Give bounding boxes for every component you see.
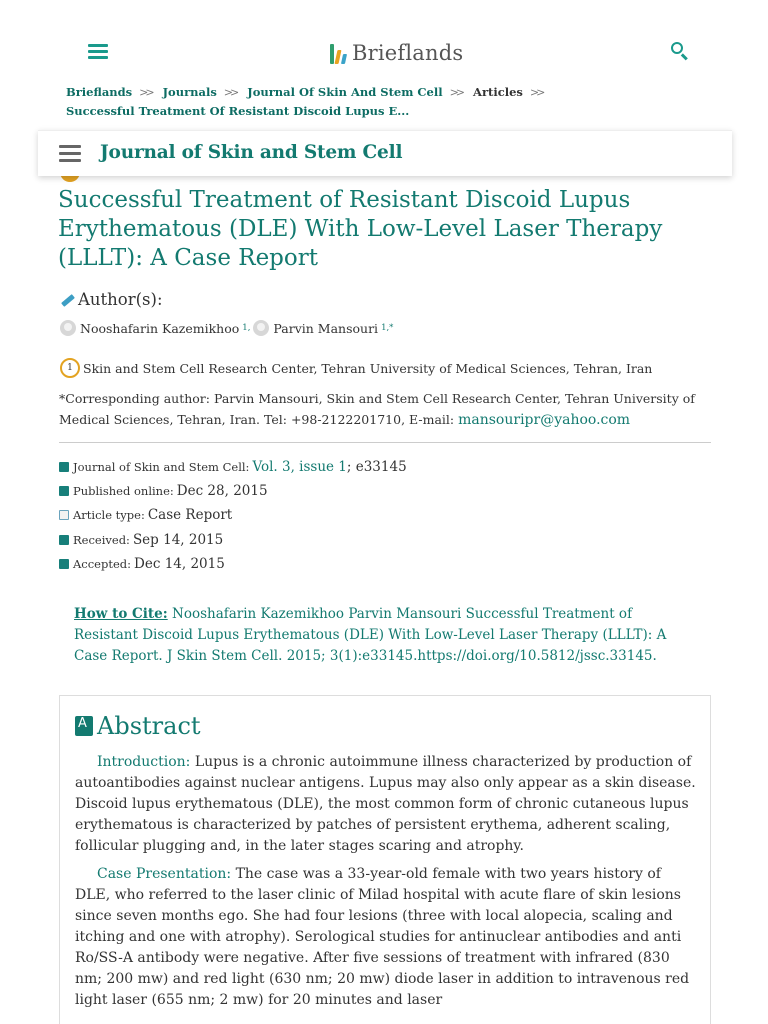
affiliation-text: Skin and Stem Cell Research Center, Tehran University of Medical Sciences, Tehran, Iran — [83, 360, 653, 376]
meta-accepted — [59, 556, 709, 572]
journal-sticky-bar — [38, 130, 732, 176]
volume-issue-link[interactable]: Vol. 3, issue 1 — [252, 459, 347, 475]
meta-published-label: Published online: — [73, 484, 174, 498]
chevron-right-icon: >> — [223, 86, 237, 99]
breadcrumb-journals[interactable]: Journals — [162, 85, 217, 99]
meta-accepted-value: Dec 14, 2015 — [134, 556, 225, 572]
authors-heading — [60, 290, 163, 309]
how-to-cite-link[interactable]: How to Cite: — [74, 606, 168, 622]
meta-accepted-label: Accepted: — [73, 557, 132, 571]
meta-received-label: Received: — [73, 533, 130, 547]
email-link[interactable]: mansouripr@yahoo.com — [458, 412, 631, 428]
menu-icon[interactable] — [59, 145, 81, 163]
breadcrumb-journal[interactable]: Journal Of Skin And Stem Cell — [247, 85, 443, 99]
hamburger-icon[interactable] — [88, 44, 108, 60]
meta-received-value: Sep 14, 2015 — [132, 532, 224, 548]
authors-heading-label: Author(s): — [78, 290, 163, 309]
divider — [59, 442, 711, 443]
brieflands-logo[interactable] — [330, 40, 463, 66]
abstract-case-presentation — [75, 864, 699, 1011]
introduction-text: Lupus is a chronic autoimmune illness characterized by production of autoantibodies against nuclear antigens. Lupus may also only appear as a skin disease. Discoid lupus erythematous (DLE), the most common form of chronic cutaneous lupus erythematous is characterized by patches of persistent erythema, adherent scaling, follicular plugging and, in the later stages scaring and atrophy. — [75, 754, 696, 854]
calendar-icon — [59, 535, 69, 545]
meta-type-label: Article type: — [73, 508, 145, 522]
top-navigation — [0, 0, 768, 78]
case-presentation-label: Case Presentation: — [97, 866, 232, 882]
avatar-icon — [60, 320, 76, 336]
affiliation — [60, 358, 710, 378]
author-list — [60, 320, 396, 336]
breadcrumb-brieflands[interactable]: Brieflands — [66, 85, 133, 99]
meta-journal — [59, 459, 709, 475]
calendar-icon — [59, 486, 69, 496]
meta-article-type — [59, 507, 709, 523]
avatar-icon — [253, 320, 269, 336]
journal-icon — [59, 462, 69, 472]
author-affiliation-sup: 1, — [242, 323, 251, 333]
abstract-introduction — [75, 752, 699, 857]
chevron-right-icon: >> — [139, 86, 152, 99]
abstract-heading — [75, 712, 201, 740]
logo-mark-icon — [330, 42, 350, 64]
citation-text: Nooshafarin Kazemikhoo Parvin Mansouri Successful Treatment of Resistant Discoid Lupus Erythematous (DLE) With Low-Level Laser Therapy (LLLT): A Case Report. J Skin Stem Cell. 2015; 3(1):e33145.https://doi.org/10.5812/jssc.33145. — [74, 606, 667, 664]
document-icon — [59, 510, 69, 520]
breadcrumb-current: Successful Treatment Of Resistant Discoid Lupus E... — [66, 104, 410, 118]
author-name[interactable]: Parvin Mansouri — [273, 320, 379, 336]
calendar-check-icon — [59, 559, 69, 569]
author-name[interactable]: Nooshafarin Kazemikhoo — [80, 320, 240, 336]
introduction-label: Introduction: — [97, 754, 191, 770]
case-presentation-text: The case was a 33-year-old female with two years history of DLE, who referred to the laser clinic of Milad hospital with acute flare of skin lesions since seven months ego. She had four lesions (three with local alopecia, scaling and itching and one with atrophy). Serological studies for antinuclear antibodies and anti Ro/SS-A antibody were negative. After five sessions of treatment with infrared (830 nm; 200 mw) and red light (630 nm; 20 mw) diode laser in addition to intravenous red light laser (655 nm; 2 mw) for 20 minutes and laser — [75, 866, 690, 1008]
search-icon[interactable] — [671, 42, 689, 60]
badge-icon — [60, 176, 80, 182]
meta-received — [59, 532, 709, 548]
corresponding-text: *Corresponding author: Parvin Mansouri, Skin and Stem Cell Research Center, Tehran University of Medical Sciences, Tehran, Iran. Tel: +98-2122201710, E-mail: — [59, 391, 695, 427]
journal-title-link[interactable]: Journal of Skin and Stem Cell — [100, 142, 403, 163]
abstract-heading-label: Abstract — [97, 712, 201, 740]
breadcrumb-articles[interactable]: Articles — [473, 85, 523, 99]
meta-published — [59, 483, 709, 499]
abstract-icon — [75, 716, 93, 736]
breadcrumb — [66, 83, 706, 120]
corresponding-author — [59, 388, 709, 431]
abstract-section — [59, 695, 711, 1024]
article-title: Successful Treatment of Resistant Discoid Lupus Erythematous (DLE) With Low-Level Laser Therapy (LLLT): A Case Report — [58, 187, 663, 271]
article-id: ; e33145 — [346, 459, 407, 475]
meta-published-value: Dec 28, 2015 — [176, 483, 268, 499]
pen-icon — [60, 292, 75, 307]
chevron-right-icon: >> — [529, 86, 543, 99]
meta-type-value: Case Report — [147, 507, 233, 523]
author-affiliation-sup: 1,* — [381, 323, 394, 333]
how-to-cite — [74, 604, 694, 667]
chevron-right-icon: >> — [449, 86, 463, 99]
affiliation-number-badge: 1 — [60, 358, 80, 378]
logo-text: Brieflands — [352, 41, 464, 65]
meta-journal-label: Journal of Skin and Stem Cell: — [73, 460, 250, 474]
